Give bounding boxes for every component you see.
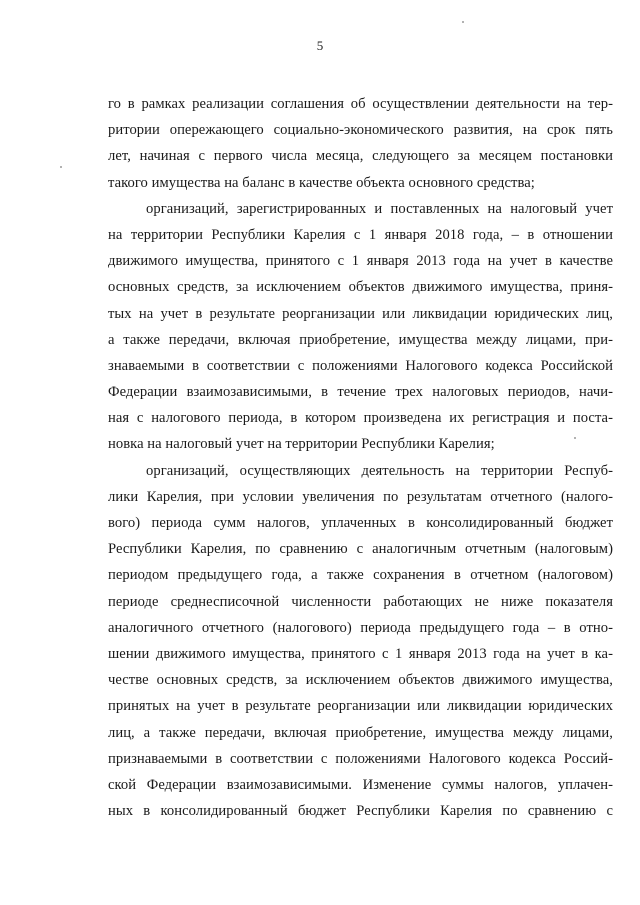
scan-speck (462, 21, 464, 23)
text-line: лики Карелия, при условии увеличения по результатам отчетного (налого- (108, 488, 613, 505)
text-line: признаваемыми в соответствии с положениями Налогового кодекса Россий- (108, 750, 613, 767)
text-line: организаций, зарегистрированных и поставленных на налоговый учет (146, 200, 613, 217)
text-line: периодом предыдущего года, а также сохранения в отчетном (налоговом) (108, 567, 613, 584)
text-line: движимого имущества, принятого с 1 января 2013 года на учет в качестве (108, 253, 613, 270)
text-line: вого) периода сумм налогов, уплаченных в консолидированный бюджет (108, 515, 613, 531)
paragraph-operating-organizations (108, 458, 613, 825)
text-line: шении движимого имущества, принятого с 1 января 2013 года на учет в ка- (108, 645, 613, 662)
page-number: 5 (316, 38, 324, 53)
text-line: организаций, осуществляющих деятельность на территории Респуб- (146, 462, 613, 479)
text-line: честве основных средств, за исключением объектов движимого имущества, (108, 672, 613, 689)
text-line: тых на учет в результате реорганизации или ликвидации юридических лиц, (108, 305, 613, 322)
text-line: ных в консолидированный бюджет Республики Карелия по сравнению с (108, 803, 613, 820)
text-line: а также передачи, включая приобретение, имущества между лицами, при- (108, 331, 613, 348)
text-line: такого имущества на баланс в качестве объекта основного средства; (108, 174, 535, 191)
text-line: лет, начиная с первого числа месяца, следующего за месяцем постановки (108, 148, 613, 165)
text-line: Федерации взаимозависимыми, в течение трех налоговых периодов, начи- (108, 384, 613, 401)
text-line: знаваемыми в соответствии с положениями Налогового кодекса Российской (108, 357, 613, 374)
text-line: ритории опережающего социально-экономического развития, на срок пять (108, 122, 613, 139)
paragraph-registered-organizations (108, 196, 613, 458)
text-line: ная с налогового периода, в котором произведена их регистрация и поста- (108, 410, 613, 427)
text-line: ской Федерации взаимозависимыми. Изменение суммы налогов, уплачен- (108, 776, 613, 793)
scan-speck (60, 166, 62, 168)
text-line: Республики Карелия, по сравнению с аналогичным отчетным (налоговым) (108, 541, 613, 558)
text-line: периоде среднесписочной численности работающих не ниже показателя (108, 593, 613, 610)
text-line: новка на налоговый учет на территории Республики Карелия; (108, 436, 495, 453)
text-line: на территории Республики Карелия с 1 января 2018 года, – в отношении (108, 226, 613, 243)
document-body (108, 91, 613, 824)
text-line: аналогичного отчетного (налогового) периода предыдущего года – в отно- (108, 619, 613, 636)
text-line: принятых на учет в результате реорганизации или ликвидации юридических (108, 698, 613, 715)
text-line: го в рамках реализации соглашения об осуществлении деятельности на тер- (108, 96, 613, 112)
paragraph-continuation (108, 91, 613, 196)
text-line: основных средств, за исключением объектов движимого имущества, приня- (108, 279, 613, 296)
text-line: лиц, а также передачи, включая приобретение, имущества между лицами, (108, 724, 613, 741)
